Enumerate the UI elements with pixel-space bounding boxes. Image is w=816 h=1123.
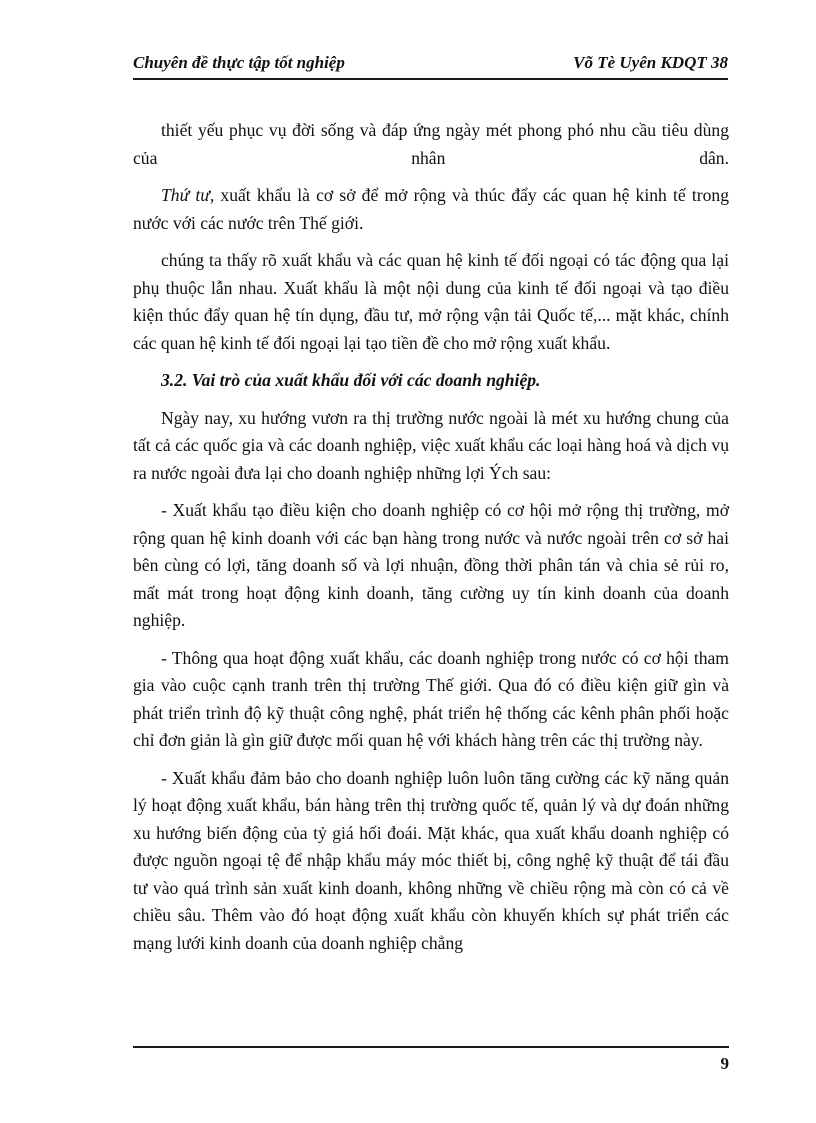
paragraph-2 <box>133 182 729 237</box>
footer-divider <box>133 1046 729 1048</box>
page-header <box>133 50 728 80</box>
document-title: Chuyên đề thực tập tốt nghiệp <box>133 53 345 72</box>
paragraph-4: Ngày nay, xu hướng vươn ra thị trường nước ngoài là mét xu hướng chung của tất cả các quốc gia và các doanh nghiệp, việc xuất khẩu các loại hàng hoá và dịch vụ ra nước ngoài đưa lại cho doanh nghiệp những lợi Ých sau: <box>133 407 729 483</box>
paragraph-1: thiết yếu phục vụ đời sống và đáp ứng ngày mét phong phó nhu cầu tiêu dùng của nhân dân. <box>133 120 729 168</box>
section-heading: 3.2. Vai trò của xuất khẩu đối với các doanh nghiệp. <box>161 370 541 390</box>
paragraph-7: - Xuất khẩu đảm bảo cho doanh nghiệp luôn luôn tăng cường các kỹ năng quản lý hoạt động xuất khẩu, bán hàng trên thị trường quốc tế, quản lý và dự đoán những xu hướng biến động của tỷ giá hối đoái. Mặt khác, qua xuất khẩu doanh nghiệp có được nguồn ngoại tệ để nhập khẩu máy móc thiết bị, công nghệ kỹ thuật để tái đầu tư vào quá trình sản xuất kinh doanh, không những về chiều rộng mà còn có cả về chiều sâu. Thêm vào đó hoạt động xuất khẩu còn khuyến khích sự phát triển các mạng lưới kinh doanh của doanh nghiệp chẳng <box>133 767 729 953</box>
paragraph-2-lead: Thứ tư, <box>161 185 215 205</box>
paragraph-3: chúng ta thấy rõ xuất khẩu và các quan hệ kinh tế đối ngoại có tác động qua lại phụ thuộc lẫn nhau. Xuất khẩu là một nội dung của kinh tế đối ngoại và tạo điều kiện thúc đẩy quan hệ tín dụng, đầu tư, mở rộng vận tải Quốc tế,... mặt khác, chính các quan hệ kinh tế đối ngoại lại tạo tiền đề cho mở rộng xuất khẩu. <box>133 250 729 353</box>
page-body <box>133 117 729 967</box>
paragraph-5: - Xuất khẩu tạo điều kiện cho doanh nghiệp có cơ hội mở rộng thị trường, mở rộng quan hệ kinh doanh với các bạn hàng trong nước và nước ngoài trên cơ sở hai bên cùng có lợi, tăng doanh số và lợi nhuận, đồng thời phân tán và chia sẻ rủi ro, mất mát trong hoạt động kinh doanh, tăng cường uy tín kinh doanh của doanh nghiệp. <box>133 500 729 630</box>
page-number: 9 <box>720 1054 729 1073</box>
paragraph-6: - Thông qua hoạt động xuất khẩu, các doanh nghiệp trong nước có cơ hội tham gia vào cuộc cạnh tranh trên thị trường Thế giới. Qua đó có điều kiện giữ gìn và phát triển trình độ kỹ thuật công nghệ, phát triển hệ thống các kênh phân phối hoặc chỉ đơn giản là gìn giữ được mối quan hệ với khách hàng trên các thị trường này. <box>133 647 729 750</box>
author-info: Võ Tè Uyên KDQT 38 <box>573 53 728 72</box>
paragraph-2-text: xuất khẩu là cơ sở để mở rộng và thúc đẩy các quan hệ kinh tế trong nước với các nước trên Thế giới. <box>133 185 729 233</box>
